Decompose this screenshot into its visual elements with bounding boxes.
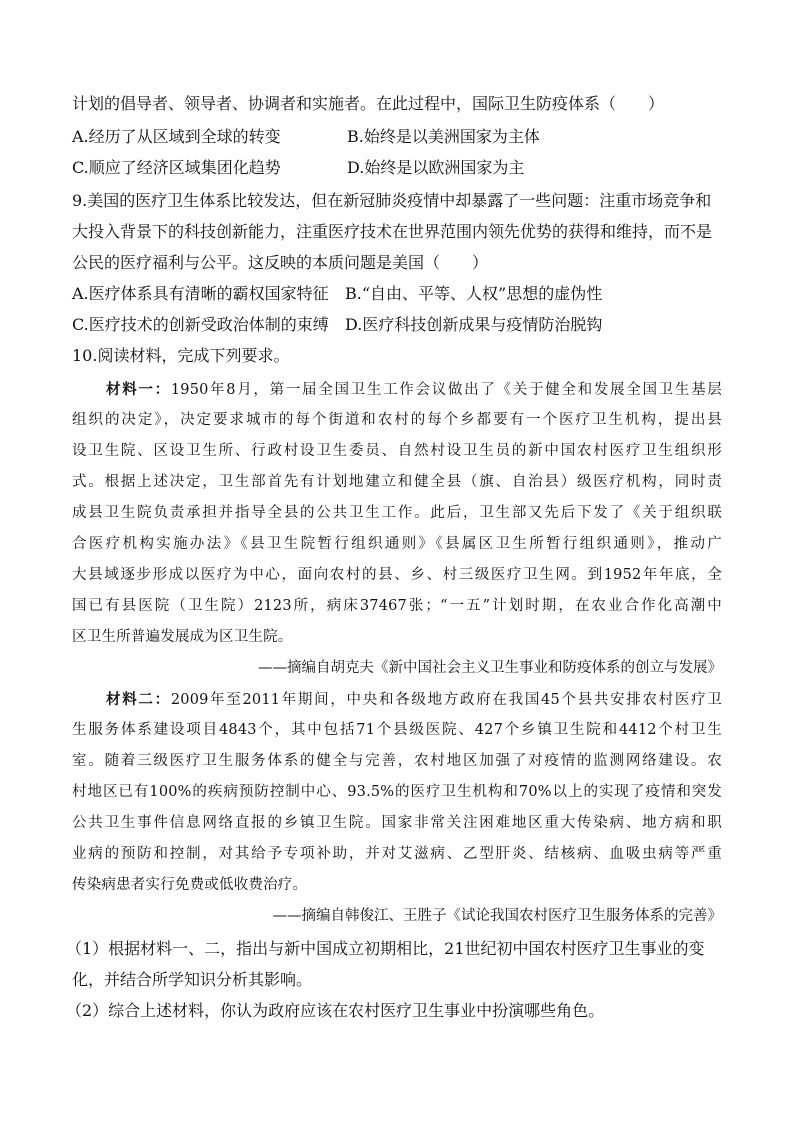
material-2-line: 室。随着三级医疗卫生服务体系的健全与完善，农村地区加强了对疫情的监测网络建设。农 xyxy=(72,753,722,769)
q9-option-d: D.医疗科技创新成果与疫情防治脱钩 xyxy=(345,315,603,334)
material-2-line: 村地区已有100%的疾病预防控制中心、93.5%的医疗卫生机构和70%以上的实现了疫情和突发 xyxy=(72,784,722,800)
q10-stem: 10.阅读材料，完成下列要求。 xyxy=(72,346,290,365)
q8-stem-tail: 计划的倡导者、领导者、协调者和实施者。在此过程中，国际卫生防疫体系（ ） xyxy=(72,94,665,113)
material-1-line: 合医疗机构实施办法》《县卫生院暂行组织通则》《县属区卫生所暂行组织通则》，推动广 xyxy=(72,536,722,552)
material-1-line: 设卫生院、区设卫生所、行政村设卫生委员、自然村设卫生员的新中国农村医疗卫生组织形 xyxy=(72,443,722,459)
material-1-line: 大县域逐步形成以医疗为中心，面向农村的县、乡、村三级医疗卫生网。到1952年年底，全 xyxy=(72,567,722,583)
q9-stem-line: 大投入背景下的科技创新能力，注重医疗技术在世界范围内领先优势的获得和维持，而不是 xyxy=(72,222,713,241)
material-2-line: 公共卫生事件信息网络直报的乡镇卫生院。国家非常关注困难地区重大传染病、地方病和职 xyxy=(72,815,722,831)
q9-option-b: B.“自由、平等、人权”思想的虚伪性 xyxy=(345,284,603,303)
q9-option-a: A.医疗体系具有清晰的霸权国家特征 xyxy=(72,284,329,303)
material-1-source: ——摘编自胡克夫《新中国社会主义卫生事业和防疫体系的创立与发展》 xyxy=(258,660,722,676)
material-2-text: 2009年至2011年期间，中央和各级地方政府在我国45个县共安排农村医疗卫 xyxy=(170,692,722,708)
q8-option-b: B.始终是以美洲国家为主体 xyxy=(347,127,540,146)
material-2-line xyxy=(72,684,722,716)
material-1-line: 成县卫生院负责承担并指导全县的公共卫生工作。此后，卫生部又先后下发了《关于组织联 xyxy=(72,505,722,521)
material-1-line: 国已有县医院（卫生院）2123所，病床37467张；“一五”计划时期，在农业合作化高潮中 xyxy=(72,598,722,614)
q8-option-c: C.顺应了经济区域集团化趋势 xyxy=(72,158,281,177)
material-2-line: 传染病患者实行免费或低收费治疗。 xyxy=(72,877,308,893)
sub-question-1-line: 化，并结合所学知识分析其影响。 xyxy=(72,970,313,989)
material-2-line: 业病的预防和控制，对其给予专项补助，并对艾滋病、乙型肝炎、结核病、血吸虫病等严重 xyxy=(72,846,722,862)
material-2-line: 生服务体系建设项目4843个，其中包括71个县级医院、427个乡镇卫生院和4412个村卫生 xyxy=(72,722,722,738)
material-1-lead: 材料一： xyxy=(106,381,171,398)
q8-option-a: A.经历了从区域到全球的转变 xyxy=(72,127,281,146)
q8-option-d: D.始终是以欧洲国家为主 xyxy=(347,158,525,177)
material-2-lead: 材料二： xyxy=(106,691,171,708)
material-1-line xyxy=(72,374,722,406)
material-1-line: 区卫生所普遍发展成为区卫生院。 xyxy=(72,629,293,645)
material-1-text: 1950年8月，第一届全国卫生工作会议做出了《关于健全和发展全国卫生基层 xyxy=(170,382,722,398)
q9-option-c: C.医疗技术的创新受政治体制的束缚 xyxy=(72,315,329,334)
sub-question-1-line: （1）根据材料一、二，指出与新中国成立初期相比，21世纪初中国农村医疗卫生事业的变 xyxy=(66,939,705,958)
sub-question-2: （2）综合上述材料，你认为政府应该在农村医疗卫生事业中扮演哪些角色。 xyxy=(66,1001,605,1020)
material-2-source: ——摘编自韩俊江、王胜子《试论我国农村医疗卫生服务体系的完善》 xyxy=(272,908,722,924)
q9-stem-line: 9.美国的医疗卫生体系比较发达，但在新冠肺炎疫情中却暴露了一些问题：注重市场竞争和 xyxy=(72,191,712,210)
material-1-line: 组织的决定》，决定要求城市的每个街道和农村的每个乡都要有一个医疗卫生机构，提出县 xyxy=(72,412,722,428)
material-1-line: 式。根据上述决定，卫生部首先有计划地建立和健全县（旗、自治县）级医疗机构，同时责 xyxy=(72,474,722,490)
q9-stem-line: 公民的医疗福利与公平。这反映的本质问题是美国（ ） xyxy=(72,253,489,272)
